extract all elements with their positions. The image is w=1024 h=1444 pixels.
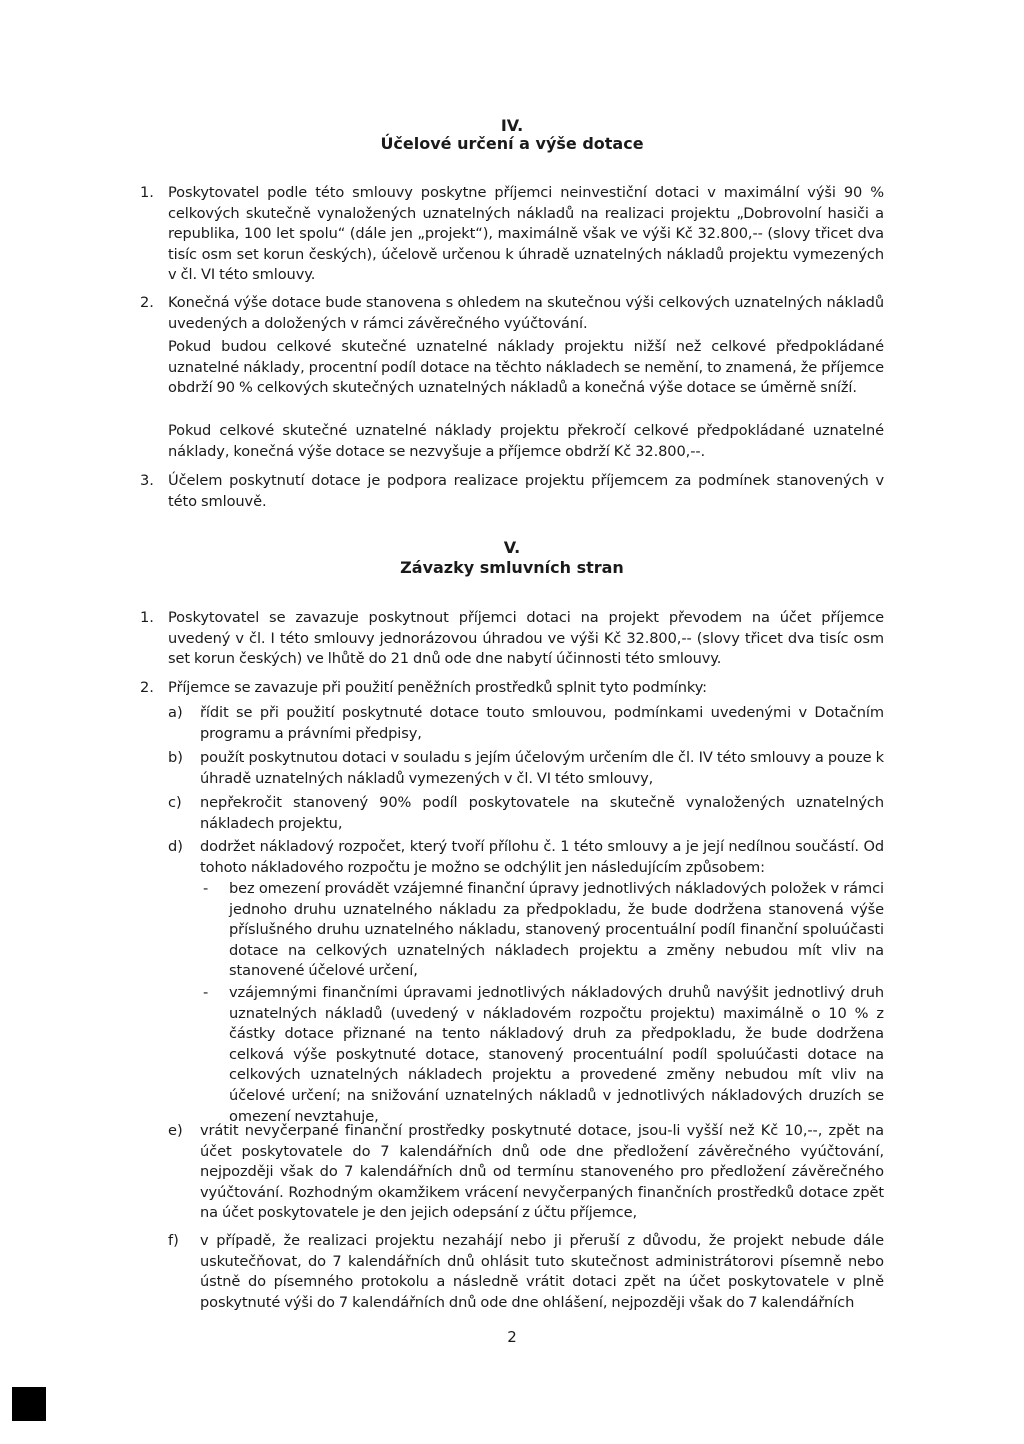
s4-item-3-number: 3. (140, 472, 154, 489)
s5-item-1-number: 1. (140, 609, 154, 626)
s5-sub-d-dash-1-marker: - (203, 880, 209, 897)
section-5-title: Závazky smluvních stran (400, 558, 624, 577)
s5-sub-f-text: v případě, že realizaci projektu nezahájí nebo ji přeruší z důvodu, že projekt nebude dále uskutečňovat, do 7 kalendářních dnů ohlásit tuto skutečnost administrátorovi písemně nebo ústně do písemného protokolu a následně vrátit dotaci zpět na účet poskytovatele v plně poskytnuté výši do 7 kalendářních dnů ode dne ohlášení, nejpozději však do 7 kalendářních (200, 1232, 884, 1311)
s4-item-1-text: Poskytovatel podle této smlouvy poskytne příjemci neinvestiční dotaci v maximální výši 90 % celkových skutečně vynaložených uznatelných nákladů na realizaci projektu „Dobrovolní hasiči a republika, 100 let spolu“ (dále jen „projekt“), maximálně však ve výši Kč 32.800,-- (slovy třicet dva tisíc osm set korun českých), účelově určenou k úhradě uznatelných nákladů projektu vymezených v čl. VI této smlouvy. (168, 184, 884, 284)
s5-sub-d-dash-1-text: bez omezení provádět vzájemné finanční úpravy jednotlivých nákladových položek v rámci jednoho druhu uznatelného nákladu za předpokladu, že bude dodržena stanovená výše příslušného druhu uznatelného nákladu, stanovený procentuální podíl finanční spoluúčasti dotace na celkových uznatelných nákladech projektu a změny nebudou mít vliv na stanovené účelové určení, (229, 880, 884, 980)
s5-sub-e-label: e) (168, 1122, 183, 1139)
s5-sub-d-dash-2-marker: - (203, 984, 209, 1001)
s5-sub-a-label: a) (168, 704, 183, 721)
s4-item-3-text: Účelem poskytnutí dotace je podpora realizace projektu příjemcem za podmínek stanovených v této smlouvě. (168, 472, 884, 510)
s5-sub-f-label: f) (168, 1232, 179, 1249)
s5-sub-d-label: d) (168, 838, 183, 855)
s5-sub-d-text: dodržet nákladový rozpočet, který tvoří přílohu č. 1 této smlouvy a je její nedílnou součástí. Od tohoto nákladového rozpočtu je možno se odchýlit jen následujícím způsobem: (200, 838, 884, 876)
s4-item-2-text: Konečná výše dotace bude stanovena s ohledem na skutečnou výši celkových uznatelných nákladů uvedených a doložených v rámci závěrečného vyúčtování. (168, 294, 884, 332)
s5-item-1-text: Poskytovatel se zavazuje poskytnout příjemci dotaci na projekt převodem na účet příjemce uvedený v čl. I této smlouvy jednorázovou úhradou ve výši Kč 32.800,-- (slovy třicet dva tisíc osm set korun českých) ve lhůtě do 21 dnů ode dne nabytí účinnosti této smlouvy. (168, 609, 884, 668)
s5-sub-c-label: c) (168, 794, 182, 811)
s5-sub-b-text: použít poskytnutou dotaci v souladu s jejím účelovým určením dle čl. IV této smlouvy a pouze k úhradě uznatelných nákladů vymezených v čl. VI této smlouvy, (200, 749, 884, 787)
scan-marker-square (12, 1387, 46, 1421)
s5-sub-b-label: b) (168, 749, 183, 766)
s5-sub-d-dash-2-text: vzájemnými finančními úpravami jednotlivých nákladových druhů navýšit jednotlivý druh uznatelných nákladů (uvedený v nákladovém rozpočtu projektu) maximálně o 10 % z částky dotace přiznané na tento nákladový druh za předpokladu, že bude dodržena celková výše poskytnuté dotace, stanovený procentuální podíl spoluúčasti dotace na celkových uznatelných nákladech projektu a provedené změny nebudou mít vliv na účelové určení; na snižování uznatelných nákladů v jednotlivých nákladových druzích se omezení nevztahuje, (229, 984, 884, 1125)
s4-item-2-number: 2. (140, 294, 154, 311)
section-5-number: V. (503, 538, 521, 557)
section-4-title: Účelové určení a výše dotace (380, 134, 644, 153)
s5-sub-c-text: nepřekročit stanovený 90% podíl poskytovatele na skutečně vynaložených uznatelných nákladech projektu, (200, 794, 884, 832)
s5-sub-e-text: vrátit nevyčerpané finanční prostředky poskytnuté dotace, jsou-li vyšší než Kč 10,--, zpět na účet poskytovatele do 7 kalendářních dnů ode dne předložení závěrečného vyúčtování, nejpozději však do 7 kalendářních dnů od termínu stanoveného pro předložení závěrečného vyúčtování. Rozhodným okamžikem vrácení nevyčerpaných finančních prostředků dotace zpět na účet poskytovatele je den jejich odepsání z účtu příjemce, (200, 1122, 884, 1222)
s5-item-2-text: Příjemce se zavazuje při použití peněžních prostředků splnit tyto podmínky: (168, 679, 707, 696)
page-number: 2 (507, 1328, 517, 1346)
s4-item-2-paragraph-2: Pokud budou celkové skutečné uznatelné náklady projektu nižší než celkové předpokládané uznatelné náklady, procentní podíl dotace na těchto nákladech se nemění, to znamená, že příjemce obdrží 90 % celkových skutečných uznatelných nákladů a konečná výše dotace se úměrně sníží. (168, 338, 884, 397)
s5-sub-a-text: řídit se při použití poskytnuté dotace touto smlouvou, podmínkami uvedenými v Dotačním programu a právními předpisy, (200, 704, 884, 742)
s4-item-1-number: 1. (140, 184, 154, 201)
s4-item-2-paragraph-3: Pokud celkové skutečné uznatelné náklady projektu překročí celkové předpokládané uznatelné náklady, konečná výše dotace se nezvyšuje a příjemce obdrží Kč 32.800,--. (168, 422, 884, 460)
section-4-number: IV. (500, 116, 524, 135)
s5-item-2-number: 2. (140, 679, 154, 696)
